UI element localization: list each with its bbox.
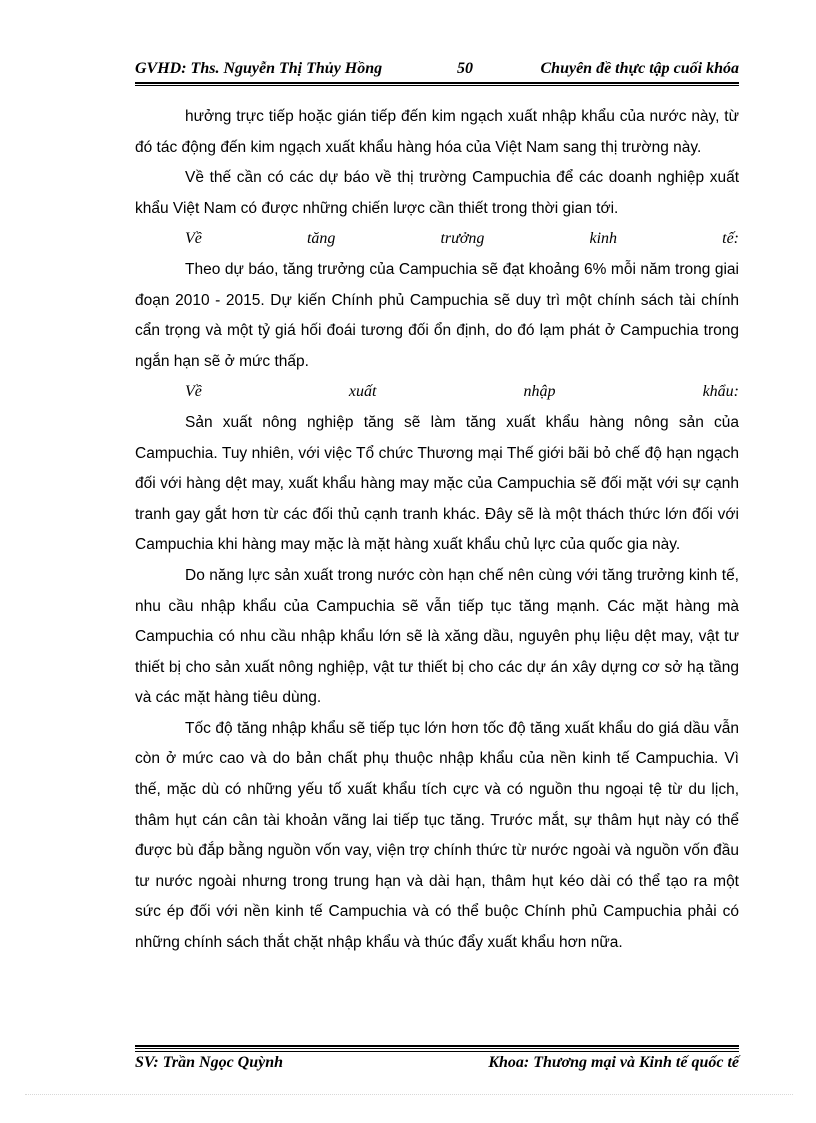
header-rule-thin	[135, 85, 739, 86]
faculty-label: Khoa: Thương mại và Kinh tế quốc tế	[488, 1054, 739, 1071]
page-header	[135, 58, 739, 82]
paragraph: Về thế cần có các dự báo về thị trường Campuchia để các doanh nghiệp xuất khẩu Việt Nam có được những chiến lược cần thiết trong thời gian tới.	[135, 169, 739, 217]
page-footer	[135, 1054, 739, 1078]
section-heading: Về xuất nhập khẩu:	[185, 383, 739, 401]
page-edge-dotted-line	[25, 1094, 793, 1095]
header-rule	[135, 82, 739, 84]
footer-rule-thin	[135, 1051, 739, 1052]
document-body	[135, 102, 739, 959]
paragraph: Sản xuất nông nghiệp tăng sẽ làm tăng xuất khẩu hàng nông sản của Campuchia. Tuy nhiên, với việc Tổ chức Thương mại Thế giới bãi bỏ chế độ hạn ngạch đối với hàng dệt may, xuất khẩu hàng may mặc của Campuchia sẽ đối mặt với sự cạnh tranh gay gắt hơn từ các đối thủ cạnh tranh khác. Đây sẽ là một thách thức lớn đối với Campuchia khi hàng may mặc là mặt hàng xuất khẩu chủ lực của quốc gia này.	[135, 413, 739, 554]
paragraph: Theo dự báo, tăng trưởng của Campuchia sẽ đạt khoảng 6% mỗi năm trong giai đoạn 2010 - 2015. Dự kiến Chính phủ Campuchia sẽ duy trì một chính sách tài chính cẩn trọng và một tỷ giá hối đoái tương đối ổn định, do đó lạm phát ở Campuchia trong ngắn hạn sẽ ở mức thấp.	[135, 260, 739, 370]
paragraph: Do năng lực sản xuất trong nước còn hạn chế nên cùng với tăng trưởng kinh tế, nhu cầu nhập khẩu của Campuchia sẽ vẫn tiếp tục tăng mạnh. Các mặt hàng mà Campuchia có nhu cầu nhập khẩu lớn sẽ là xăng dầu, nguyên phụ liệu dệt may, vật tư thiết bị cho sản xuất nông nghiệp, vật tư thiết bị cho các dự án xây dựng cơ sở hạ tầng và các mặt hàng tiêu dùng.	[135, 566, 739, 707]
page-number: 50	[457, 60, 473, 77]
paragraph: hưởng trực tiếp hoặc gián tiếp đến kim ngạch xuất nhập khẩu của nước này, từ đó tác động đến kim ngạch xuất khẩu hàng hóa của Việt Nam sang thị trường này.	[135, 108, 739, 156]
student-label: SV: Trần Ngọc Quỳnh	[135, 1054, 284, 1071]
section-heading: Về tăng trưởng kinh tế:	[185, 230, 739, 248]
report-title: Chuyên đề thực tập cuối khóa	[540, 60, 739, 77]
footer-rule	[135, 1045, 739, 1047]
supervisor-label: GVHD: Ths. Nguyễn Thị Thủy Hồng	[135, 60, 383, 77]
footer-rule-thin	[135, 1048, 739, 1049]
paragraph: Tốc độ tăng nhập khẩu sẽ tiếp tục lớn hơn tốc độ tăng xuất khẩu do giá dầu vẫn còn ở mức cao và do bản chất phụ thuộc nhập khẩu của nền kinh tế Campuchia. Vì thế, mặc dù có những yếu tố xuất khẩu tích cực và có nguồn thu ngoại tệ từ du lịch, thâm hụt cán cân tài khoản vãng lai tiếp tục tăng. Trước mắt, sự thâm hụt này có thể được bù đắp bằng nguồn vốn vay, viện trợ chính thức từ nước ngoài và nguồn vốn đầu tư nước ngoài nhưng trong trung hạn và dài hạn, thâm hụt kéo dài có thể tạo ra một sức ép đối với nền kinh tế Campuchia và có thể buộc Chính phủ Campuchia phải có những chính sách thắt chặt nhập khẩu và thúc đẩy xuất khẩu hơn nữa.	[135, 719, 739, 952]
